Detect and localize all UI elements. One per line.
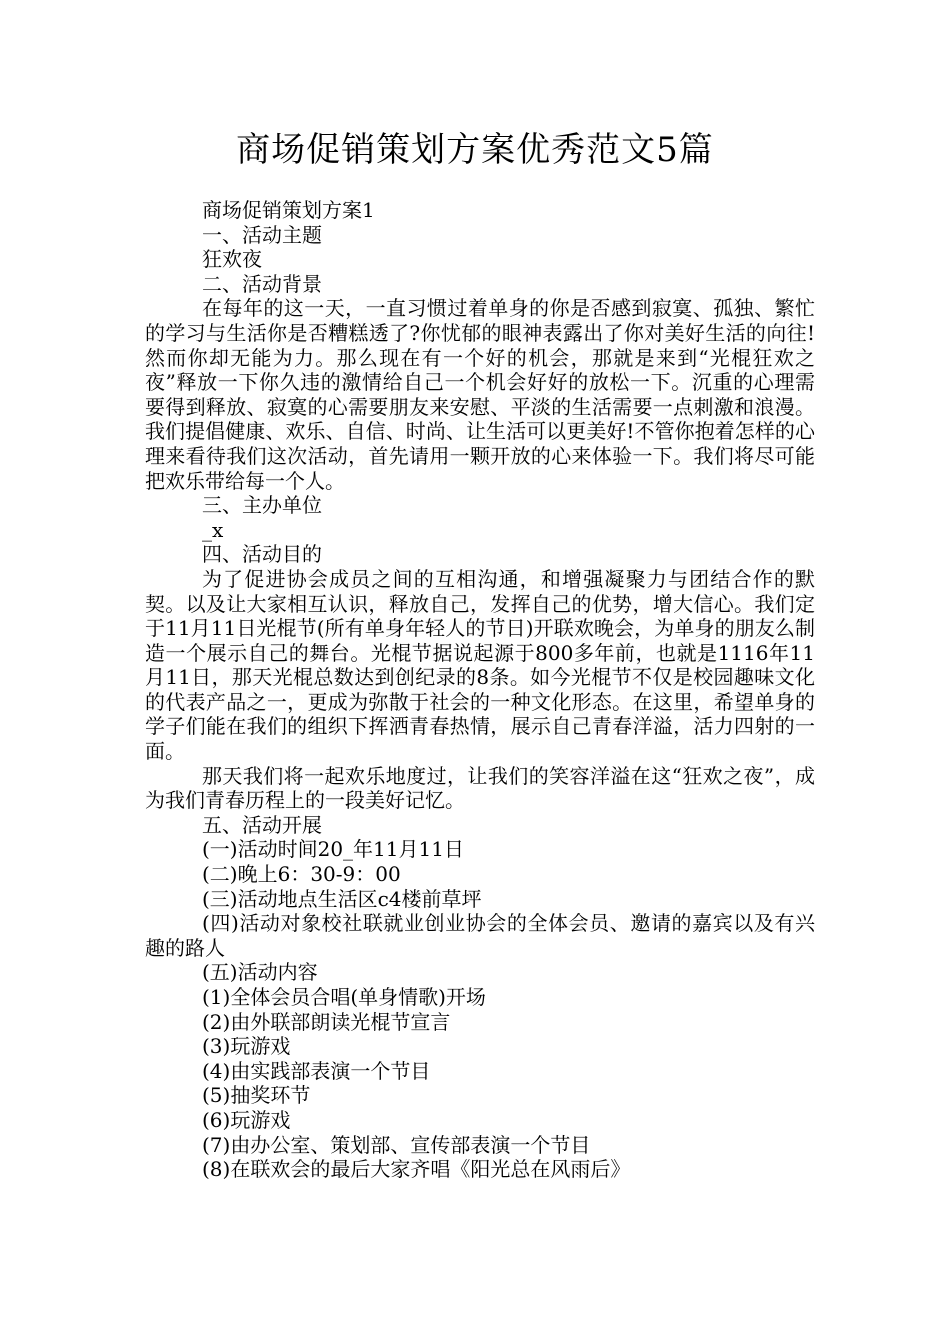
- paragraph: _x: [202, 517, 224, 542]
- section-heading: 商场促销策划方案1: [202, 198, 375, 222]
- paragraph: 那天我们将一起欢乐地度过，让我们的笑容洋溢在这“狂欢之夜”，成为我们青春历程上的一段美好记忆。: [145, 763, 815, 813]
- list-item: (二)晚上6：30-9：00: [202, 862, 401, 887]
- list-item: (4)由实践部表演一个节目: [202, 1058, 431, 1083]
- list-item: (5)抽奖环节: [202, 1083, 311, 1108]
- list-item: (三)活动地点生活区c4楼前草坪: [202, 886, 482, 911]
- paragraph: 狂欢夜: [202, 247, 262, 272]
- list-item: (6)玩游戏: [202, 1107, 291, 1132]
- section-heading: 一、活动主题: [202, 222, 322, 247]
- list-item: (3)玩游戏: [202, 1034, 291, 1059]
- list-item: (四)活动对象校社联就业创业协会的全体会员、邀请的嘉宾以及有兴趣的路人: [145, 911, 815, 960]
- section-heading: 二、活动背景: [202, 271, 322, 296]
- section-heading: 四、活动目的: [202, 542, 322, 567]
- list-item: (7)由办公室、策划部、宣传部表演一个节目: [202, 1132, 591, 1157]
- list-item: (五)活动内容: [202, 960, 318, 985]
- list-item: (一)活动时间20_年11月11日: [202, 837, 464, 862]
- list-item: (8)在联欢会的最后大家齐唱《阳光总在风雨后》: [202, 1157, 631, 1182]
- paragraph: 为了促进协会成员之间的互相沟通，和增强凝聚力与团结合作的默契。以及让大家相互认识，释放自己，发挥自己的优势，增大信心。我们定于11月11日光棍节(所有单身年轻人的节日)开联欢晚会，为单身的朋友么制造一个展示自己的舞台。光棍节据说起源于800多年前，也就是1116年11月11日，那天光棍总数达到创纪录的8条。如今光棍节不仅是校园趣味文化的代表产品之一，更成为弥散于社会的一种文化形态。在这里，希望单身的学子们能在我们的组织下挥洒青春热情，展示自己青春洋溢，活力四射的一面。: [145, 566, 815, 764]
- list-item: (2)由外联部朗读光棍节宣言: [202, 1009, 451, 1034]
- list-item: (1)全体会员合唱(单身情歌)开场: [202, 985, 486, 1009]
- document-body: [145, 198, 815, 1182]
- paragraph: 在每年的这一天，一直习惯过着单身的你是否感到寂寞、孤独、繁忙的学习与生活你是否糟糕透了?你忧郁的眼神表露出了你对美好生活的向往!然而你却无能为力。那么现在有一个好的机会，那就是来到“光棍狂欢之夜”释放一下你久违的激情给自己一个机会好好的放松一下。沉重的心理需要得到释放、寂寞的心需要朋友来安慰、平淡的生活需要一点刺激和浪漫。我们提倡健康、欢乐、自信、时尚、让生活可以更美好!不管你抱着怎样的心理来看待我们这次活动，首先请用一颗开放的心来体验一下。我们将尽可能把欢乐带给每一个人。: [145, 296, 815, 493]
- document-title: 商场促销策划方案优秀范文5篇: [236, 130, 714, 170]
- section-heading: 三、主办单位: [202, 493, 322, 518]
- section-heading: 五、活动开展: [202, 812, 322, 837]
